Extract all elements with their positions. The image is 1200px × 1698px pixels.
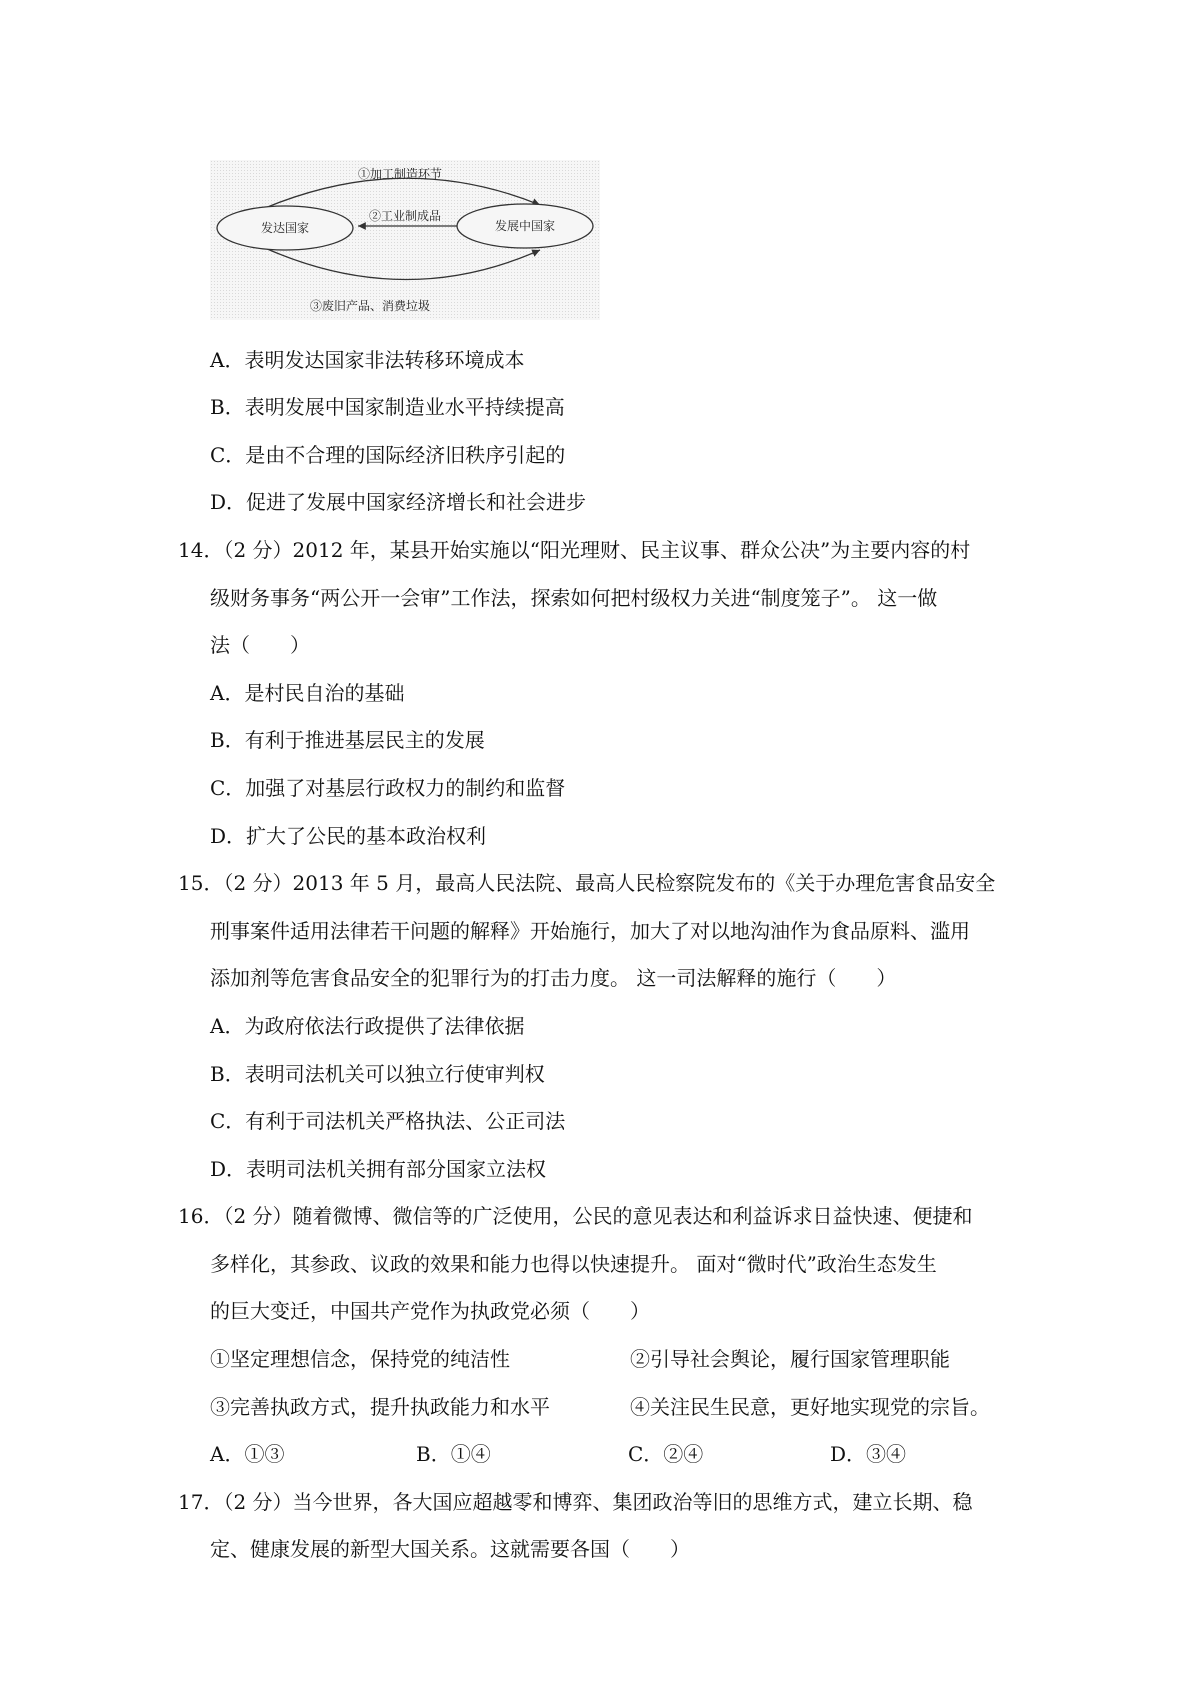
q16-option-b: B．①④ <box>416 1442 491 1466</box>
q14-stem-line3: 法（ ） <box>210 633 310 657</box>
q15-stem-line3: 添加剂等危害食品安全的犯罪行为的打击力度。 这一司法解释的施行（ ） <box>210 966 897 990</box>
q16-stem-line3: 的巨大变迁，中国共产党作为执政党必须（ ） <box>210 1299 650 1323</box>
top-flow-label: ①加工制造环节 <box>357 167 443 181</box>
q15-option-b: B．表明司法机关可以独立行使审判权 <box>210 1062 545 1086</box>
q16-item-4: ④关注民生民意，更好地实现党的宗旨。 <box>630 1395 990 1419</box>
q13-option-b: B．表明发展中国家制造业水平持续提高 <box>210 395 565 419</box>
bottom-flow-arrow <box>265 248 540 280</box>
q16-stem-line2: 多样化，其参政、议政的效果和能力也得以快速提升。 面对“微时代”政治生态发生 <box>210 1252 937 1276</box>
q13-option-c: C．是由不合理的国际经济旧秩序引起的 <box>210 443 566 467</box>
q14-option-a: A．是村民自治的基础 <box>210 681 405 705</box>
middle-flow-label: ②工业制成品 <box>368 209 442 223</box>
q16-item-2: ②引导社会舆论，履行国家管理职能 <box>630 1347 950 1371</box>
q15-option-c: C．有利于司法机关严格执法、公正司法 <box>210 1109 566 1133</box>
q17-stem-line1: 17．（2 分）当今世界，各大国应超越零和博弈、集团政治等旧的思维方式，建立长期、稳 <box>178 1490 973 1514</box>
developing-country-label: 发展中国家 <box>494 219 556 233</box>
q13-option-d: D．促进了发展中国家经济增长和社会进步 <box>210 490 587 514</box>
q15-stem-line1: 15．（2 分）2013 年 5 月，最高人民法院、最高人民检察院发布的《关于办理危害食品安全 <box>178 871 996 895</box>
q17-stem-line2: 定、健康发展的新型大国关系。这就需要各国（ ） <box>210 1537 690 1561</box>
q15-stem-line2: 刑事案件适用法律若干问题的解释》开始施行，加大了对以地沟油作为食品原料、滥用 <box>210 919 970 943</box>
q13-option-a: A．表明发达国家非法转移环境成本 <box>210 348 525 372</box>
q15-option-a: A．为政府依法行政提供了法律依据 <box>210 1014 525 1038</box>
q16-option-d: D．③④ <box>830 1442 907 1466</box>
q14-option-c: C．加强了对基层行政权力的制约和监督 <box>210 776 566 800</box>
q15-option-d: D．表明司法机关拥有部分国家立法权 <box>210 1157 547 1181</box>
trade-flow-svg <box>210 160 600 320</box>
q16-stem-line1: 16．（2 分）随着微博、微信等的广泛使用，公民的意见表达和利益诉求日益快速、便捷和 <box>178 1204 973 1228</box>
q14-option-d: D．扩大了公民的基本政治权利 <box>210 824 487 848</box>
q14-option-b: B．有利于推进基层民主的发展 <box>210 728 485 752</box>
q16-option-a: A．①③ <box>210 1442 285 1466</box>
trade-flow-diagram <box>210 160 600 320</box>
q14-stem-line1: 14．（2 分）2012 年，某县开始实施以“阳光理财、民主议事、群众公决”为主要内容的村 <box>178 538 971 562</box>
developed-country-label: 发达国家 <box>260 221 310 235</box>
bottom-flow-label: ③废旧产品、消费垃圾 <box>309 299 431 313</box>
top-flow-arrow <box>265 178 540 208</box>
q16-item-1: ①坚定理想信念，保持党的纯洁性 <box>210 1347 510 1371</box>
q14-stem-line2: 级财务事务“两公开一会审”工作法，探索如何把村级权力关进“制度笼子”。 这一做 <box>210 586 938 610</box>
q16-option-c: C．②④ <box>628 1442 704 1466</box>
q16-item-3: ③完善执政方式，提升执政能力和水平 <box>210 1395 550 1419</box>
